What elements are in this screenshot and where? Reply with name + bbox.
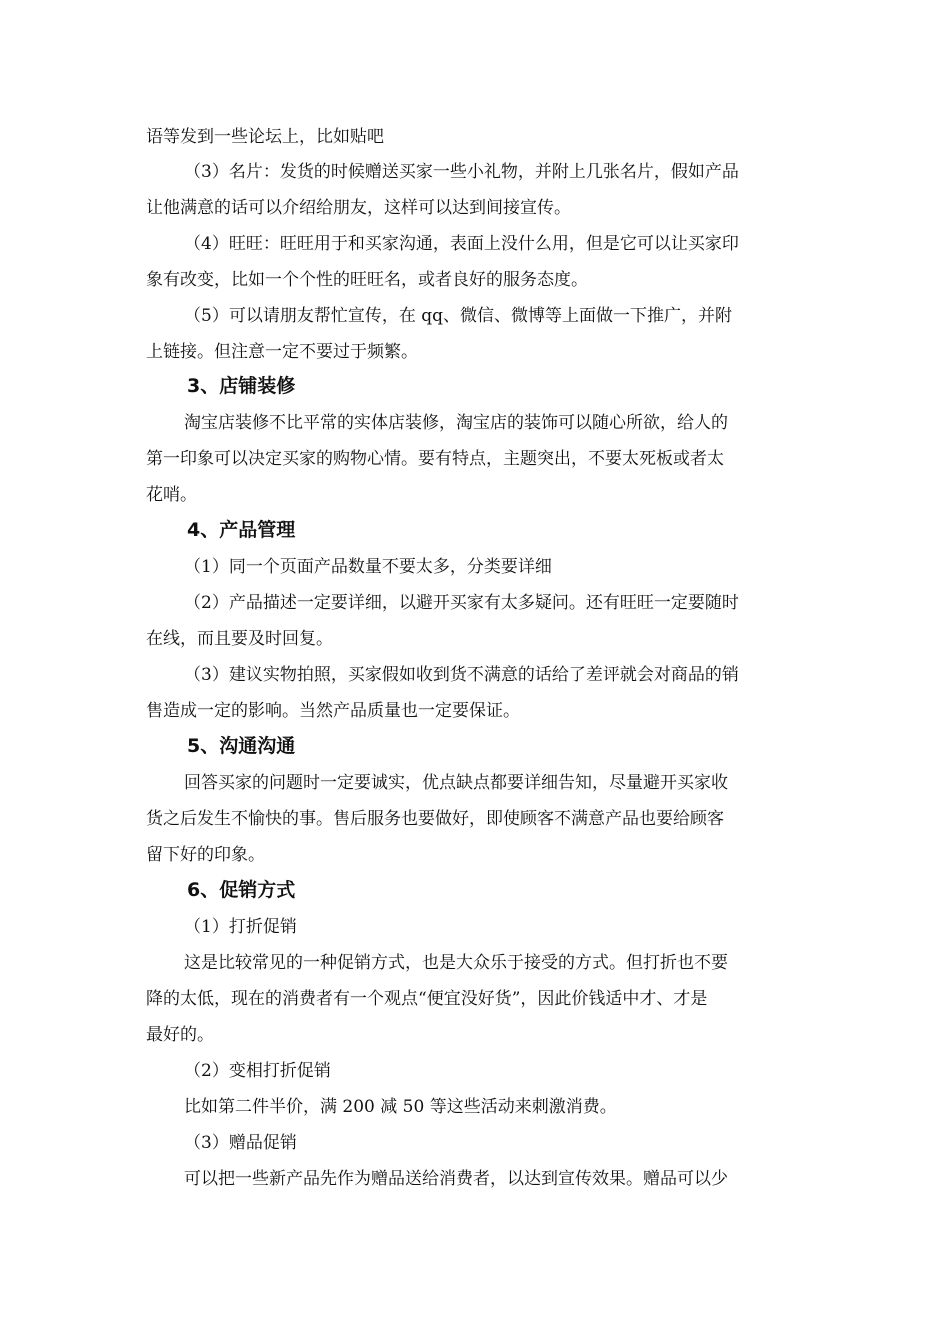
section-heading-communication: 5、沟通沟通 (187, 735, 296, 757)
paragraph-line: 降的太低，现在的消费者有一个观点“便宜没好货”，因此价钱适中才、才是 (146, 989, 708, 1009)
paragraph-line: （3）赠品促销 (184, 1133, 297, 1153)
paragraph-line: 售造成一定的影响。当然产品质量也一定要保证。 (146, 701, 520, 721)
paragraph-line: （3）建议实物拍照，买家假如收到货不满意的话给了差评就会对商品的销 (184, 665, 739, 685)
section-heading-product-management: 4、产品管理 (187, 519, 296, 541)
paragraph-line: 在线，而且要及时回复。 (146, 629, 333, 649)
paragraph-line: （2）变相打折促销 (184, 1061, 331, 1081)
paragraph-line: 留下好的印象。 (146, 845, 265, 865)
paragraph-line: 比如第二件半价，满 200 减 50 等这些活动来刺激消费。 (184, 1097, 617, 1117)
paragraph-line: 象有改变，比如一个个性的旺旺名，或者良好的服务态度。 (146, 270, 588, 290)
paragraph-line: 最好的。 (146, 1025, 214, 1045)
paragraph-line: （5）可以请朋友帮忙宣传，在 qq、微信、微博等上面做一下推广，并附 (184, 306, 732, 326)
section-heading-shop-decoration: 3、店铺装修 (187, 375, 296, 397)
paragraph-line: （1）同一个页面产品数量不要太多，分类要详细 (184, 557, 552, 577)
paragraph-line: 这是比较常见的一种促销方式，也是大众乐于接受的方式。但打折也不要 (184, 953, 728, 973)
paragraph-line: （4）旺旺：旺旺用于和买家沟通，表面上没什么用，但是它可以让买家印 (184, 234, 739, 254)
paragraph-line: 语等发到一些论坛上，比如贴吧 (146, 127, 384, 147)
paragraph-line: 花哨。 (146, 485, 197, 505)
paragraph-line: （2）产品描述一定要详细，以避开买家有太多疑问。还有旺旺一定要随时 (184, 593, 739, 613)
paragraph-line: 上链接。但注意一定不要过于频繁。 (146, 342, 418, 362)
paragraph-line: 让他满意的话可以介绍给朋友，这样可以达到间接宣传。 (146, 198, 571, 218)
paragraph-line: 第一印象可以决定买家的购物心情。要有特点，主题突出，不要太死板或者太 (146, 449, 724, 469)
section-heading-promotion: 6、促销方式 (187, 879, 296, 901)
paragraph-line: 货之后发生不愉快的事。售后服务也要做好，即使顾客不满意产品也要给顾客 (146, 809, 724, 829)
paragraph-line: 淘宝店装修不比平常的实体店装修，淘宝店的装饰可以随心所欲，给人的 (184, 413, 728, 433)
paragraph-line: （3）名片：发货的时候赠送买家一些小礼物，并附上几张名片，假如产品 (184, 162, 739, 182)
paragraph-line: 可以把一些新产品先作为赠品送给消费者，以达到宣传效果。赠品可以少 (184, 1169, 728, 1189)
paragraph-line: 回答买家的问题时一定要诚实，优点缺点都要详细告知，尽量避开买家收 (184, 773, 728, 793)
paragraph-line: （1）打折促销 (184, 917, 297, 937)
